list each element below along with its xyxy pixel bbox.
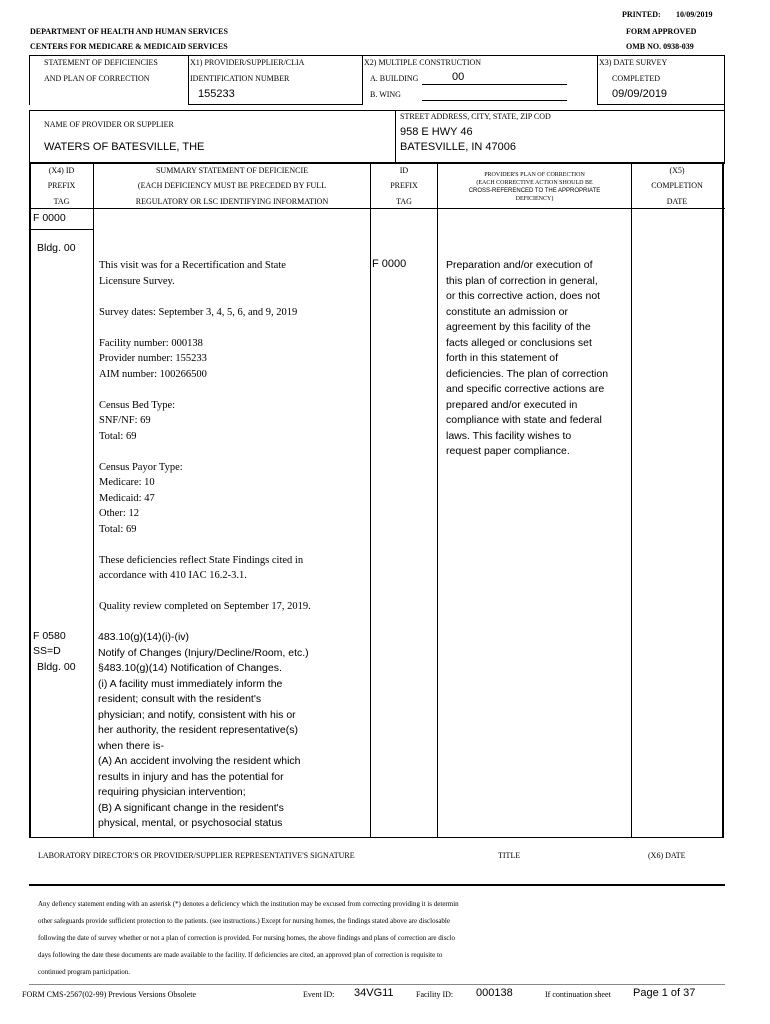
row1-top-border: [29, 55, 725, 56]
f0580-line: Notify of Changes (Injury/Decline/Room, etc.): [98, 646, 309, 659]
f0580-line: physical, mental, or psychosocial status: [98, 817, 283, 829]
plan-line2: (EACH CORRECTIVE ACTION SHOULD BE: [476, 180, 593, 186]
disclaimer-line: continued program participation.: [38, 968, 130, 976]
plan-line: this plan of correction in general,: [446, 274, 598, 287]
colhead-top-border: [29, 162, 725, 164]
row2-left-border: [29, 110, 30, 163]
statement-line1: STATEMENT OF DEFICIENCIES: [44, 58, 158, 67]
x2-label: X2) MULTIPLE CONSTRUCTION: [364, 58, 482, 67]
form-label: FORM CMS-2567(02-99) Previous Versions Obsolete: [22, 990, 197, 999]
summary-line: This visit was for a Recertification and State: [99, 260, 286, 271]
col-div-plan: [631, 162, 632, 838]
centers-name: CENTERS FOR MEDICARE & MEDICAID SERVICES: [30, 42, 228, 51]
address-line2: BATESVILLE, IN 47006: [400, 141, 516, 153]
summary-line: [99, 537, 367, 553]
summary-line: Total: 69: [99, 523, 137, 535]
plan-line3: CROSS-REFERENCED TO THE APPROPRIATE: [468, 188, 601, 194]
x6-date-label: (X6) DATE: [648, 851, 686, 860]
summary-line: Provider number: 155233: [99, 353, 207, 364]
plan-line: request paper compliance.: [446, 445, 570, 457]
body-bottom-border: [29, 837, 724, 838]
event-value: 34VG11: [354, 987, 394, 999]
f0580-line: when there is-: [98, 739, 164, 752]
f0580-line: her authority, the resident representative(s): [98, 724, 298, 736]
provider-label: NAME OF PROVIDER OR SUPPLIER: [44, 120, 174, 129]
event-label: Event ID:: [303, 990, 335, 999]
summary-line1: SUMMARY STATEMENT OF DEFICIENCIE: [155, 166, 309, 175]
summary-line: Total: 69: [99, 430, 137, 442]
disclaimer-line: Any defiency statement ending with an asterisk (*) denotes a deficiency which the institution may be excused from correcting providing it is determin: [38, 900, 459, 908]
summary-line: [99, 382, 367, 398]
plan-block: [446, 258, 629, 460]
plan-line: and specific corrective actions are: [446, 383, 605, 395]
f0580-line: (B) A significant change in the resident's: [98, 801, 284, 814]
printed-date: 10/09/2019: [676, 10, 713, 19]
x5-line2: COMPLETION: [651, 181, 703, 190]
row1-div1: [188, 55, 189, 105]
tag-f0000: F 0000: [33, 212, 66, 224]
summary-line: Medicare: 10: [99, 477, 155, 488]
summary-line: Medicaid: 47: [99, 492, 155, 504]
wing-underline: [422, 100, 567, 101]
wing-label: B. WING: [370, 90, 401, 99]
col-right-border: [722, 162, 724, 838]
x5-line1: (X5): [669, 166, 685, 175]
id-line1: ID: [399, 166, 409, 175]
plan-line: Preparation and/or execution of: [446, 259, 593, 271]
omb-number: OMB NO. 0938-039: [626, 42, 694, 51]
f0580-block: [98, 630, 368, 832]
printed-label: PRINTED:: [622, 10, 661, 19]
f0580-line: results in injury and has the potential for: [98, 770, 284, 783]
f0580-line: 483.10(g)(14)(i)-(iv): [98, 631, 190, 643]
disclaimer-line: other safeguards provide sufficient protection to the patients. (see instructions.) Except for nursing homes, the findings stated above are disclosable: [38, 917, 450, 925]
building-label: A. BUILDING: [370, 74, 419, 83]
summary-line: [99, 444, 367, 460]
x5-line3: DATE: [666, 197, 688, 206]
summary-line3: REGULATORY OR LSC IDENTIFYING INFORMATION: [135, 197, 329, 206]
facility-value: 000138: [476, 987, 513, 999]
col-div-id: [437, 162, 438, 838]
summary-line: [99, 584, 367, 600]
col-left-border: [29, 162, 31, 838]
x1-bottom: [189, 104, 362, 105]
disclaimer-block: [38, 896, 728, 981]
summary-line: Census Bed Type:: [99, 399, 176, 411]
summary-line: SNF/NF: 69: [99, 415, 151, 426]
building-value: 00: [452, 71, 465, 83]
plan-line: forth in this statement of: [446, 352, 559, 364]
summary-block: [99, 258, 367, 615]
id-line2: PREFIX: [390, 181, 418, 190]
x1-label-line1: X1) PROVIDER/SUPPLIER/CLIA: [190, 58, 305, 67]
summary-line: [99, 320, 367, 336]
signature-bottom-border: [29, 884, 725, 886]
f0580-line: §483.10(g)(14) Notification of Changes.: [98, 662, 282, 674]
plan-line: laws. This facility wishes to: [446, 429, 572, 442]
plan-line: agreement by this facility of the: [446, 321, 591, 333]
x1-value: 155233: [198, 88, 235, 100]
summary-line: Quality review completed on September 17, 2019.: [99, 601, 311, 612]
row2-divider: [395, 110, 396, 163]
summary-line: Other: 12: [99, 508, 139, 519]
plan-line: deficiencies. The plan of correction: [446, 367, 609, 380]
f0580-line: requiring physician intervention;: [98, 786, 246, 798]
col-div-x4: [93, 162, 94, 838]
summary-line: Survey dates: September 3, 4, 5, 6, and 9, 2019: [99, 306, 298, 318]
ss-d: SS=D: [33, 645, 61, 657]
plan-line1: PROVIDER'S PLAN OF CORRECTION: [484, 172, 585, 178]
f0580-line: resident; consult with the resident's: [98, 693, 262, 705]
bldg-00-f0580: Bldg. 00: [37, 661, 76, 673]
form-approved: FORM APPROVED: [626, 27, 697, 36]
row1-left-border: [29, 55, 30, 105]
id-tag-f0000: F 0000: [372, 258, 407, 270]
row1-div3: [597, 55, 598, 105]
bldg-00: Bldg. 00: [37, 242, 76, 254]
x3-value: 09/09/2019: [612, 88, 668, 100]
disclaimer-line: following the date of survey whether or not a plan of correction is provided. For nursing homes, the above findings and plans of correction are disclo: [38, 934, 455, 942]
x1-label-line2: IDENTIFICATION NUMBER: [190, 74, 290, 83]
address-line1: 958 E HWY 46: [400, 126, 473, 138]
summary-line: AIM number: 100266500: [99, 368, 207, 380]
signature-label: LABORATORY DIRECTOR'S OR PROVIDER/SUPPLIER REPRESENTATIVE'S SIGNATURE: [38, 851, 355, 860]
col-div-summary: [370, 162, 371, 838]
plan-line: constitute an admission or: [446, 305, 568, 318]
page-number: Page 1 of 37: [633, 987, 696, 999]
plan-line: facts alleged or conclusions set: [446, 336, 592, 349]
f0580-line: (i) A facility must immediately inform the: [98, 677, 283, 690]
summary-line: Licensure Survey.: [99, 275, 175, 287]
footer-rule: [29, 984, 725, 985]
summary-line: Census Payor Type:: [99, 461, 183, 473]
continuation-label: If continuation sheet: [545, 990, 611, 999]
row2-top-border: [29, 110, 725, 111]
summary-line: [99, 289, 367, 305]
tag-underline: [29, 229, 94, 230]
row1-div2: [362, 55, 363, 105]
x4-line3: TAG: [53, 197, 70, 206]
tag-f0580: F 0580: [33, 630, 66, 642]
x3-bottom: [598, 104, 724, 105]
title-label: TITLE: [498, 851, 521, 860]
summary-line: accordance with 410 IAC 16.2-3.1.: [99, 570, 247, 581]
right-border: [724, 55, 725, 163]
building-underline: [422, 84, 567, 85]
plan-line: prepared and/or executed in: [446, 398, 578, 411]
summary-line2: (EACH DEFICIENCY MUST BE PRECEDED BY FULL: [137, 181, 327, 190]
plan-line: or this corrective action, does not: [446, 290, 601, 302]
summary-line: These deficiencies reflect State Findings cited in: [99, 554, 304, 566]
x4-line1: (X4) ID: [48, 166, 75, 175]
f0580-line: physician; and notify, consistent with his or: [98, 708, 296, 721]
x4-line2: PREFIX: [47, 181, 76, 190]
statement-line2: AND PLAN OF CORRECTION: [44, 74, 150, 83]
department-name: DEPARTMENT OF HEALTH AND HUMAN SERVICES: [30, 27, 228, 36]
id-line3: TAG: [396, 197, 412, 206]
colhead-bottom-border: [29, 208, 725, 209]
f0580-line: (A) An accident involving the resident which: [98, 755, 301, 767]
summary-line: Facility number: 000138: [99, 337, 203, 349]
disclaimer-line: days following the date these documents are made available to the facility. If deficiencies are cited, an approved plan of correction is requisite to: [38, 951, 443, 959]
x3-label-line2: COMPLETED: [612, 74, 660, 83]
provider-value: WATERS OF BATESVILLE, THE: [44, 141, 205, 153]
plan-line: compliance with state and federal: [446, 414, 602, 426]
x3-label-line1: X3) DATE SURVEY: [599, 58, 668, 67]
facility-label: Facility ID:: [416, 990, 454, 999]
plan-line4: DEFICIENCY): [515, 196, 554, 202]
address-label: STREET ADDRESS, CITY, STATE, ZIP COD: [400, 112, 551, 121]
